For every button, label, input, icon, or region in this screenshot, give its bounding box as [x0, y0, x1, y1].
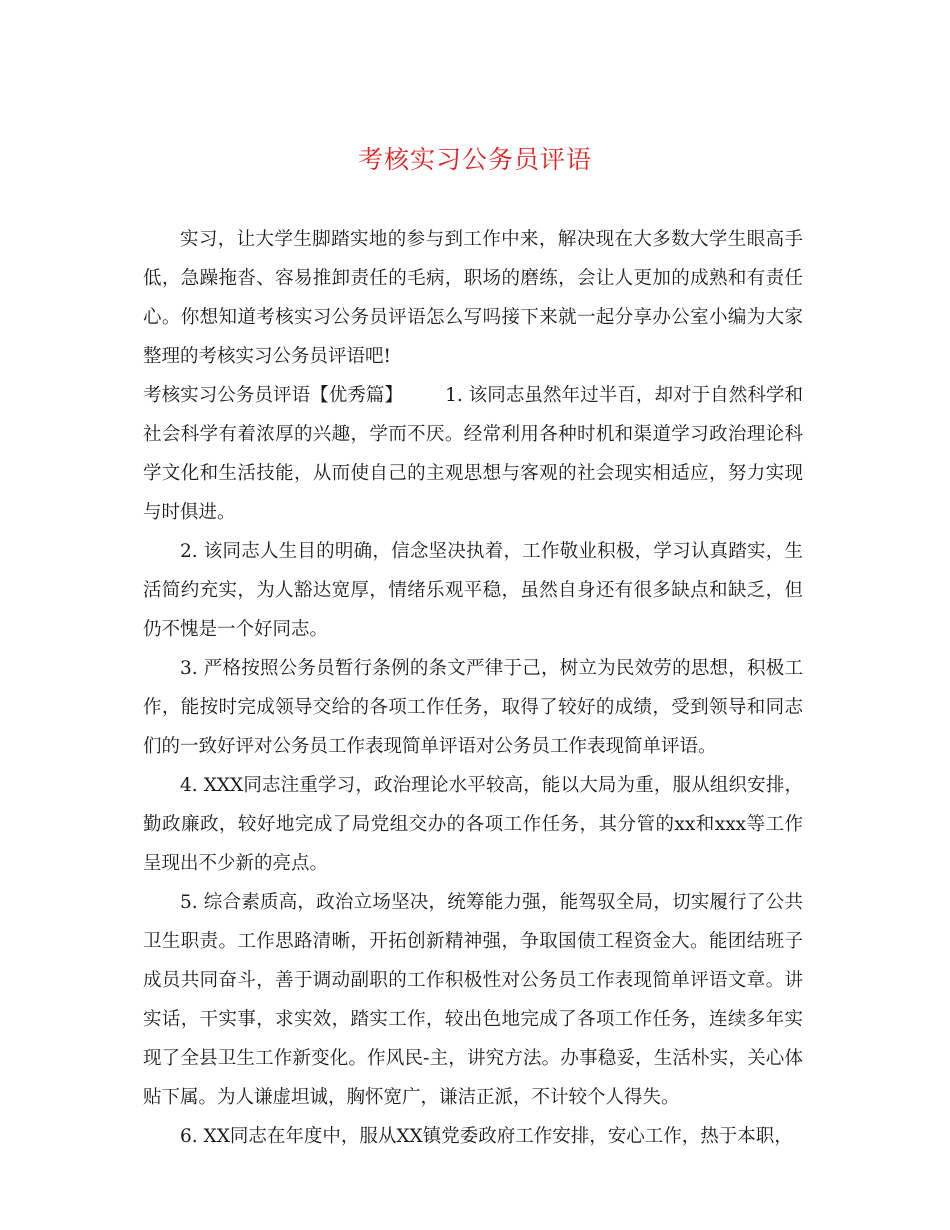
- item-5: 5. 综合素质高，政治立场坚决，统筹能力强，能驾驭全局，切实履行了公共卫生职责。工作思路清晰，开拓创新精神强，争取国债工程资金大。能团结班子成员共同奋斗，善于调动副职的工作积极性对公务员工作表现简单评语文章。讲实话，干实事，求实效，踏实工作，较出色地完成了各项工作任务，连续多年实现了全县卫生工作新变化。作风民-主，讲究方法。办事稳妥，生活朴实，关心体贴下属。为人谦虚坦诚，胸怀宽广，谦洁正派，不计较个人得失。: [143, 892, 803, 1108]
- item-6: 6. XX同志在年度中，服从XX镇党委政府工作安排，安心工作，热于本职，: [180, 1126, 793, 1147]
- section-paragraph: [143, 376, 803, 532]
- item-1: 1. 该同志虽然年过半百，却对于自然科学和社会科学有着浓厚的兴趣，学而不厌。经常利用各种时机和渠道学习政治理论科学文化和生活技能，从而使自己的主观思想与客观的社会现实相适应，努力实现与时俱进。: [143, 385, 803, 523]
- document-body: [143, 220, 803, 1156]
- item-4: 4. XXX同志注重学习，政治理论水平较高，能以大局为重，服从组织安排，勤政廉政，较好地完成了局党组交办的各项工作任务，其分管的xx和xxx等工作呈现出不少新的亮点。: [143, 775, 803, 874]
- item-3: 3. 严格按照公务员暂行条例的条文严律于己，树立为民效劳的思想，积极工作，能按时完成领导交给的各项工作任务，取得了较好的成绩，受到领导和同志们的一致好评对公务员工作表现简单评语对公务员工作表现简单评语。: [143, 658, 803, 757]
- document-title: 考核实习公务员评语: [357, 145, 592, 174]
- section-heading: 考核实习公务员评语【优秀篇】: [143, 385, 404, 406]
- intro-paragraph: 实习，让大学生脚踏实地的参与到工作中来，解决现在大多数大学生眼高手低，急躁拖沓、容易推卸责任的毛病，职场的磨练，会让人更加的成熟和有责任心。你想知道考核实习公务员评语怎么写吗接下来就一起分享办公室小编为大家整理的考核实习公务员评语吧!: [143, 229, 803, 367]
- item-2: 2. 该同志人生目的明确，信念坚决执着，工作敬业积极，学习认真踏实，生活简约充实，为人豁达宽厚，情绪乐观平稳，虽然自身还有很多缺点和缺乏，但仍不愧是一个好同志。: [143, 541, 803, 640]
